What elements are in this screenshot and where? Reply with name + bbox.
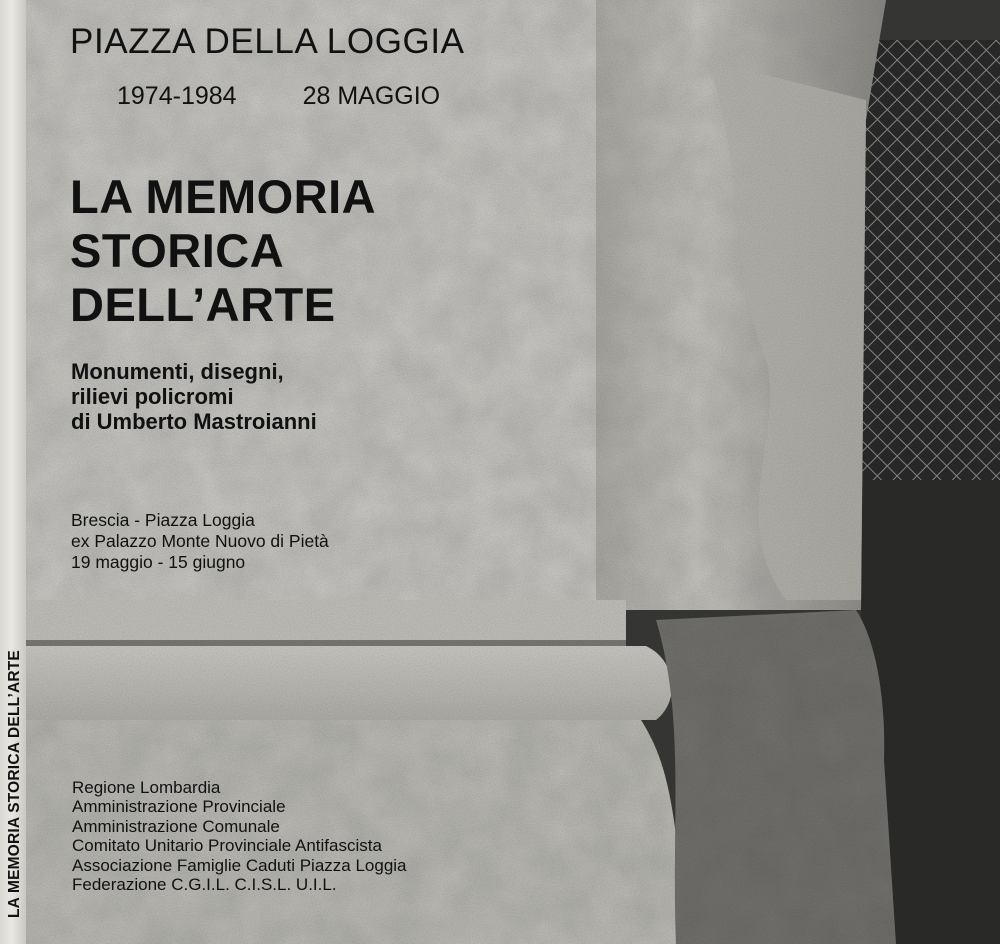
subtitle-line: di Umberto Mastroianni [71,409,317,434]
venue-line: Brescia - Piazza Loggia [71,510,255,530]
main-title-line: STORICA [70,224,285,277]
sponsor-line: Associazione Famiglie Caduti Piazza Loggia [72,855,407,875]
main-title-line: LA MEMORIA [70,170,377,223]
venue-line: 19 maggio - 15 giugno [71,552,246,572]
venue-info [71,510,329,573]
spine-title: LA MEMORIA STORICA DELL’ARTE [6,650,23,918]
main-title-line: DELL’ARTE [70,278,336,331]
sponsor-line: Comitato Unitario Provinciale Antifascista [72,836,382,856]
venue-line: ex Palazzo Monte Nuovo di Pietà [71,531,329,551]
sponsor-line: Federazione C.G.I.L. C.I.S.L. U.I.L. [72,875,337,895]
sponsor-line: Regione Lombardia [72,778,221,797]
sponsor-line: Amministrazione Comunale [72,816,280,836]
subtitle-line: Monumenti, disegni, [71,359,284,384]
subtitle [71,359,317,434]
date-text: 28 MAGGIO [302,82,441,110]
book-spine [0,0,27,944]
sponsor-line: Amministrazione Provinciale [72,797,286,817]
header-title: PIAZZA DELLA LOGGIA [70,22,465,61]
main-title [70,170,376,332]
sponsor-list [72,778,407,894]
years-text: 1974-1984 [117,82,237,110]
subtitle-line: rilievi policromi [71,384,234,409]
date-line [117,82,440,111]
